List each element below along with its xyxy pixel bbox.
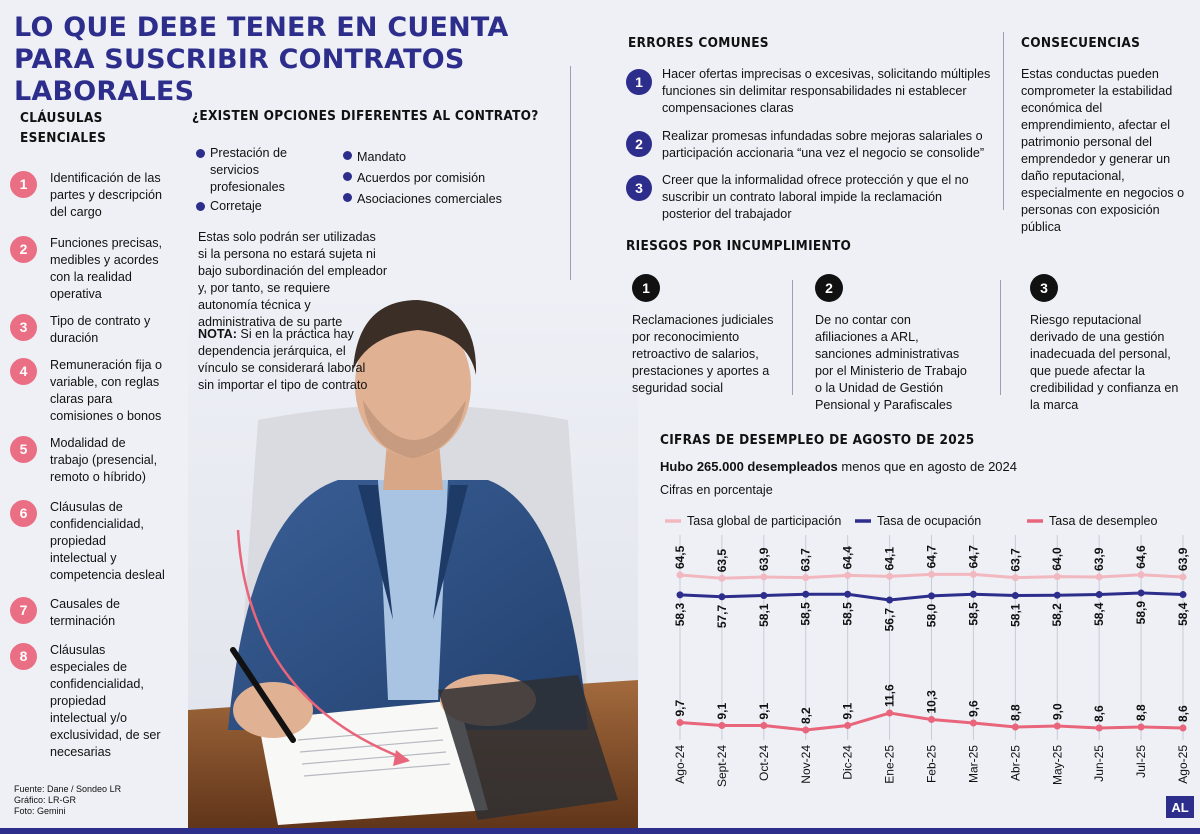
data-label: 64,5 (673, 545, 687, 570)
data-point (1054, 723, 1061, 730)
clause-item (10, 596, 170, 630)
clause-item (10, 170, 170, 221)
clause-item (10, 313, 170, 347)
data-point (886, 710, 893, 717)
bullet-icon (343, 172, 352, 181)
x-tick-label: Mar-25 (966, 745, 981, 784)
data-label: 58,5 (798, 602, 813, 626)
error-item (626, 128, 992, 162)
data-point (718, 722, 725, 729)
legend-label: Tasa de ocupación (877, 514, 982, 528)
bullet-icon (343, 151, 352, 160)
error-number: 2 (626, 131, 652, 157)
x-tick-label: Sept-24 (714, 745, 729, 788)
data-label: 58,9 (1134, 600, 1149, 625)
data-label: 9,7 (673, 699, 687, 717)
data-point (718, 575, 725, 582)
option-item: Acuerdos por comisión (357, 171, 486, 185)
data-label: 9,1 (714, 702, 729, 720)
data-point (1096, 591, 1103, 598)
clause-text: Cláusulas de confidencialidad, propiedad intelectual y competencia desleal (50, 500, 165, 582)
data-point (1138, 589, 1145, 596)
clause-number: 3 (10, 314, 37, 341)
data-label: 10,3 (924, 690, 939, 714)
data-point (1138, 571, 1145, 578)
option-item: Asociaciones comerciales (357, 192, 502, 206)
data-point (802, 574, 809, 581)
bullet-icon (343, 193, 352, 202)
data-point (760, 592, 767, 599)
data-point (928, 571, 935, 578)
data-point (970, 571, 977, 578)
option-item: Corretaje (210, 199, 262, 213)
clause-number: 8 (10, 643, 37, 670)
data-label: 8,2 (798, 707, 813, 724)
clause-item (10, 235, 170, 303)
data-label: 64,4 (840, 546, 855, 570)
data-point (928, 592, 935, 599)
data-label: 63,7 (1008, 548, 1023, 572)
data-label: 63,9 (1092, 547, 1107, 571)
x-tick-label: May-25 (1050, 745, 1065, 786)
data-point (1054, 592, 1061, 599)
data-point (802, 591, 809, 598)
x-tick-label: Feb-25 (924, 745, 939, 784)
graphic-credit: Gráfico: LR-GR (14, 795, 77, 805)
data-label: 8,6 (1176, 705, 1190, 722)
clause-item (10, 435, 170, 486)
data-label: 63,5 (714, 548, 729, 573)
options-note: Estas solo podrán ser utilizadas si la persona no estará sujeta ni bajo subordinación del empleador y, por tanto, se requiere autonomía técnica y administrativa de su parte (198, 230, 388, 329)
data-label: 9,0 (1050, 703, 1065, 720)
clause-text: Causales de terminación (50, 597, 121, 628)
legend-label: Tasa de desempleo (1049, 514, 1158, 528)
clause-number: 7 (10, 597, 37, 624)
credits (14, 784, 121, 817)
chart-unit-note: Cifras en porcentaje (660, 483, 773, 497)
data-label: 63,9 (1176, 547, 1190, 571)
data-label: 64,1 (882, 546, 897, 571)
data-point (1054, 573, 1061, 580)
clause-number: 1 (10, 171, 37, 198)
error-item (626, 172, 992, 223)
data-point (970, 720, 977, 727)
data-label: 58,1 (756, 603, 771, 627)
data-point (1180, 725, 1187, 732)
divider (1003, 32, 1004, 210)
data-point (844, 572, 851, 579)
options-col1 (196, 145, 336, 215)
clauses-heading: CLÁUSULAS ESENCIALES (20, 110, 107, 146)
data-point (760, 722, 767, 729)
logo: AL (1166, 796, 1194, 818)
data-label: 58,1 (1008, 603, 1023, 627)
option-item: Prestación de servicios profesionales (210, 146, 288, 194)
data-point (1012, 574, 1019, 581)
x-tick-label: Dic-24 (840, 745, 855, 780)
risk-number: 2 (815, 274, 843, 302)
clause-text: Identificación de las partes y descripción del cargo (50, 171, 162, 219)
data-label: 64,0 (1050, 547, 1065, 571)
clause-text: Remuneración fija o variable, con reglas claras para comisiones o bonos (50, 358, 163, 423)
clause-item (10, 357, 170, 425)
chart-title: CIFRAS DE DESEMPLEO DE AGOSTO DE 2025 (660, 432, 975, 448)
data-label: 56,7 (882, 608, 897, 632)
chart-subtitle: Hubo 265.000 desempleados menos que en agosto de 2024 (660, 459, 1018, 474)
data-label: 8,8 (1134, 704, 1149, 721)
x-tick-label: Jun-25 (1092, 745, 1107, 782)
clause-text: Tipo de contrato y duración (50, 314, 151, 345)
data-point (886, 573, 893, 580)
data-label: 58,5 (840, 602, 855, 626)
clause-number: 6 (10, 500, 37, 527)
data-label: 9,1 (840, 702, 855, 720)
data-point (677, 591, 684, 598)
consequences-heading: CONSECUENCIAS (1021, 35, 1141, 51)
options-col2 (343, 147, 518, 210)
risk-text: De no contar con afiliaciones a ARL, sanciones administrativas por el Ministerio de Trabajo o la Unidad de Gestión Pensional y Parafiscales (815, 313, 967, 412)
risk-text: Riesgo reputacional derivado de una gestión inadecuada del personal, que puede afectar la credibilidad y confianza en la marca (1030, 313, 1179, 412)
data-label: 58,3 (673, 602, 687, 627)
data-label: 58,4 (1092, 602, 1107, 626)
data-point (886, 597, 893, 604)
data-point (677, 572, 684, 579)
risk-text: Reclamaciones judiciales por reconocimiento retroactivo de salarios, prestaciones y aportes a seguridad social (632, 313, 774, 395)
bullet-icon (196, 202, 205, 211)
data-point (970, 591, 977, 598)
x-tick-label: Abr-25 (1008, 745, 1023, 782)
data-point (802, 727, 809, 734)
data-point (1012, 724, 1019, 731)
data-point (1180, 591, 1187, 598)
line-chart (640, 505, 1200, 823)
data-label: 58,0 (924, 603, 939, 628)
data-point (1012, 592, 1019, 599)
clause-number: 5 (10, 436, 37, 463)
data-label: 9,1 (756, 702, 771, 720)
data-point (844, 591, 851, 598)
data-label: 63,9 (756, 547, 771, 571)
clause-text: Cláusulas especiales de confidencialidad, propiedad intelectual y/o exclusividad, de ser necesarias (50, 643, 161, 759)
photo-credit: Foto: Gemini (14, 806, 66, 816)
data-label: 58,2 (1050, 603, 1065, 627)
error-number: 1 (626, 69, 652, 95)
x-tick-label: Oct-24 (756, 745, 771, 782)
bullet-icon (196, 149, 205, 158)
data-label: 58,5 (966, 602, 981, 626)
data-point (677, 719, 684, 726)
data-label: 64,7 (924, 545, 939, 569)
x-tick-label: Jul-25 (1134, 745, 1149, 778)
data-point (1180, 573, 1187, 580)
data-point (928, 716, 935, 723)
nota-text: NOTA: Si en la práctica hay dependencia jerárquica, el vínculo se considerará laboral sin importar el tipo de contrato (198, 327, 368, 392)
clause-item (10, 499, 170, 584)
data-point (1096, 725, 1103, 732)
error-text: Creer que la informalidad ofrece protección y que el no suscribir un contrato laboral impide la reclamación posterior del trabajador (662, 173, 969, 221)
data-label: 11,6 (882, 684, 897, 707)
data-point (844, 722, 851, 729)
consequences-text: Estas conductas pueden comprometer la estabilidad económica del emprendimiento, afectar el patrimonio personal del emprendedor y generar un daño reputacional, especialmente en negocios o personas con exposición pública (1021, 67, 1185, 234)
data-point (760, 573, 767, 580)
error-number: 3 (626, 175, 652, 201)
divider (792, 280, 793, 395)
source-text: Fuente: Dane / Sondeo LR (14, 784, 122, 794)
x-tick-label: Nov-24 (798, 745, 813, 784)
data-label: 63,7 (798, 548, 813, 572)
risk-number: 1 (632, 274, 660, 302)
divider (1000, 280, 1001, 395)
data-point (1138, 724, 1145, 731)
clause-number: 4 (10, 358, 37, 385)
risks-heading: RIESGOS POR INCUMPLIMIENTO (626, 238, 852, 254)
data-point (718, 593, 725, 600)
data-label: 57,7 (714, 604, 729, 629)
data-label: 9,6 (966, 700, 981, 717)
legend-label: Tasa global de participación (687, 514, 842, 528)
data-label: 58,4 (1176, 602, 1190, 626)
errors-heading: ERRORES COMUNES (628, 35, 769, 51)
bottom-bar (0, 828, 1200, 834)
error-item (626, 66, 992, 117)
clause-item (10, 642, 170, 761)
data-label: 8,8 (1008, 704, 1023, 721)
page-title: LO QUE DEBE TENER EN CUENTA PARA SUSCRIBIR CONTRATOS LABORALES (14, 12, 509, 107)
error-text: Hacer ofertas imprecisas o excesivas, solicitando múltiples funciones sin delimitar responsabilidades ni establecer compensaciones claras (662, 67, 991, 115)
x-tick-label: Ene-25 (882, 745, 897, 784)
error-text: Realizar promesas infundadas sobre mejoras salariales o participación accionaria “una vez el negocio se consolide” (662, 129, 985, 160)
clause-text: Modalidad de trabajo (presencial, remoto o híbrido) (50, 436, 158, 484)
option-item: Mandato (357, 150, 407, 164)
data-label: 64,6 (1134, 545, 1149, 569)
data-point (1096, 573, 1103, 580)
clause-text: Funciones precisas, medibles y acordes con la realidad operativa (50, 236, 162, 301)
clause-number: 2 (10, 236, 37, 263)
options-heading: ¿EXISTEN OPCIONES DIFERENTES AL CONTRATO? (192, 108, 539, 124)
risk-number: 3 (1030, 274, 1058, 302)
x-tick-label: Ago-24 (673, 745, 687, 784)
x-tick-label: Ago-25 (1176, 745, 1190, 784)
data-label: 64,7 (966, 545, 981, 569)
data-label: 8,6 (1092, 705, 1107, 722)
